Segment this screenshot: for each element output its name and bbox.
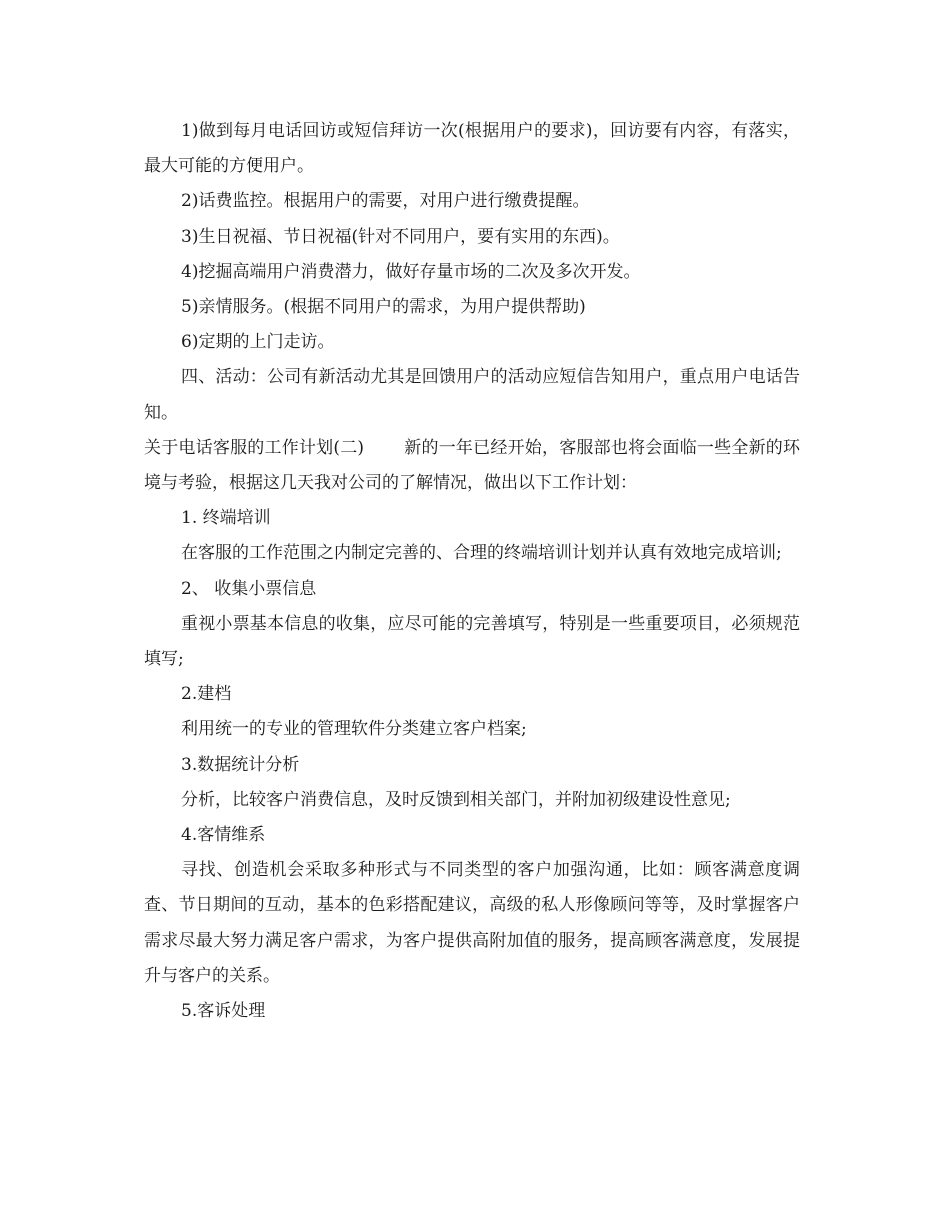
- paragraph: 1)做到每月电话回访或短信拜访一次(根据用户的要求)，回访要有内容，有落实，最大可能的方便用户。: [144, 121, 800, 177]
- item-heading: 2、 收集小票信息: [181, 578, 317, 599]
- item-body: 寻找、创造机会采取多种形式与不同类型的客户加强沟通，比如：顾客满意度调查、节日期间的互动，基本的色彩搭配建议，高级的私人形像顾问等等，及时掌握客户需求尽最大努力满足客户需求，为客户提供高附加值的服务，提高顾客满意度，发展提升与客户的关系。: [144, 860, 800, 986]
- paragraph: 5)亲情服务。(根据不同用户的需求，为用户提供帮助): [181, 297, 586, 318]
- document-page: [144, 114, 800, 1029]
- paragraph: 4)挖掘高端用户消费潜力，做好存量市场的二次及多次开发。: [181, 261, 641, 282]
- section-title: 关于电话客服的工作计划(二): [144, 437, 365, 458]
- section-intro: 新的一年已经开始，客服部也将会面临一些全新的环境与考验，根据这几天我对公司的了解情况，做出以下工作计划：: [144, 437, 801, 494]
- item-heading: 1. 终端培训: [181, 508, 271, 529]
- item-body: 重视小票基本信息的收集，应尽可能的完善填写，特别是一些重要项目，必须规范填写;: [144, 613, 800, 670]
- item-body: 利用统一的专业的管理软件分类建立客户档案;: [181, 719, 527, 740]
- item-body: 分析，比较客户消费信息，及时反馈到相关部门，并附加初级建设性意见;: [181, 789, 731, 810]
- item-heading: 2.建档: [181, 684, 232, 705]
- paragraph: 四、活动：公司有新活动尤其是回馈用户的活动应短信告知用户，重点用户电话告知。: [144, 367, 800, 423]
- paragraph: 3)生日祝福、节日祝福(针对不同用户，要有实用的东西)。: [181, 226, 620, 247]
- item-body: 在客服的工作范围之内制定完善的、合理的终端培训计划并认真有效地完成培训;: [181, 543, 782, 564]
- section-intro-paragraph: [144, 431, 800, 501]
- item-heading: 5.客诉处理: [181, 1001, 266, 1022]
- item-heading: 4.客情维系: [181, 825, 266, 846]
- paragraph: 6)定期的上门走访。: [181, 332, 335, 353]
- item-heading: 3.数据统计分析: [181, 754, 300, 775]
- paragraph: 2)话费监控。根据用户的需要，对用户进行缴费提醒。: [181, 191, 590, 212]
